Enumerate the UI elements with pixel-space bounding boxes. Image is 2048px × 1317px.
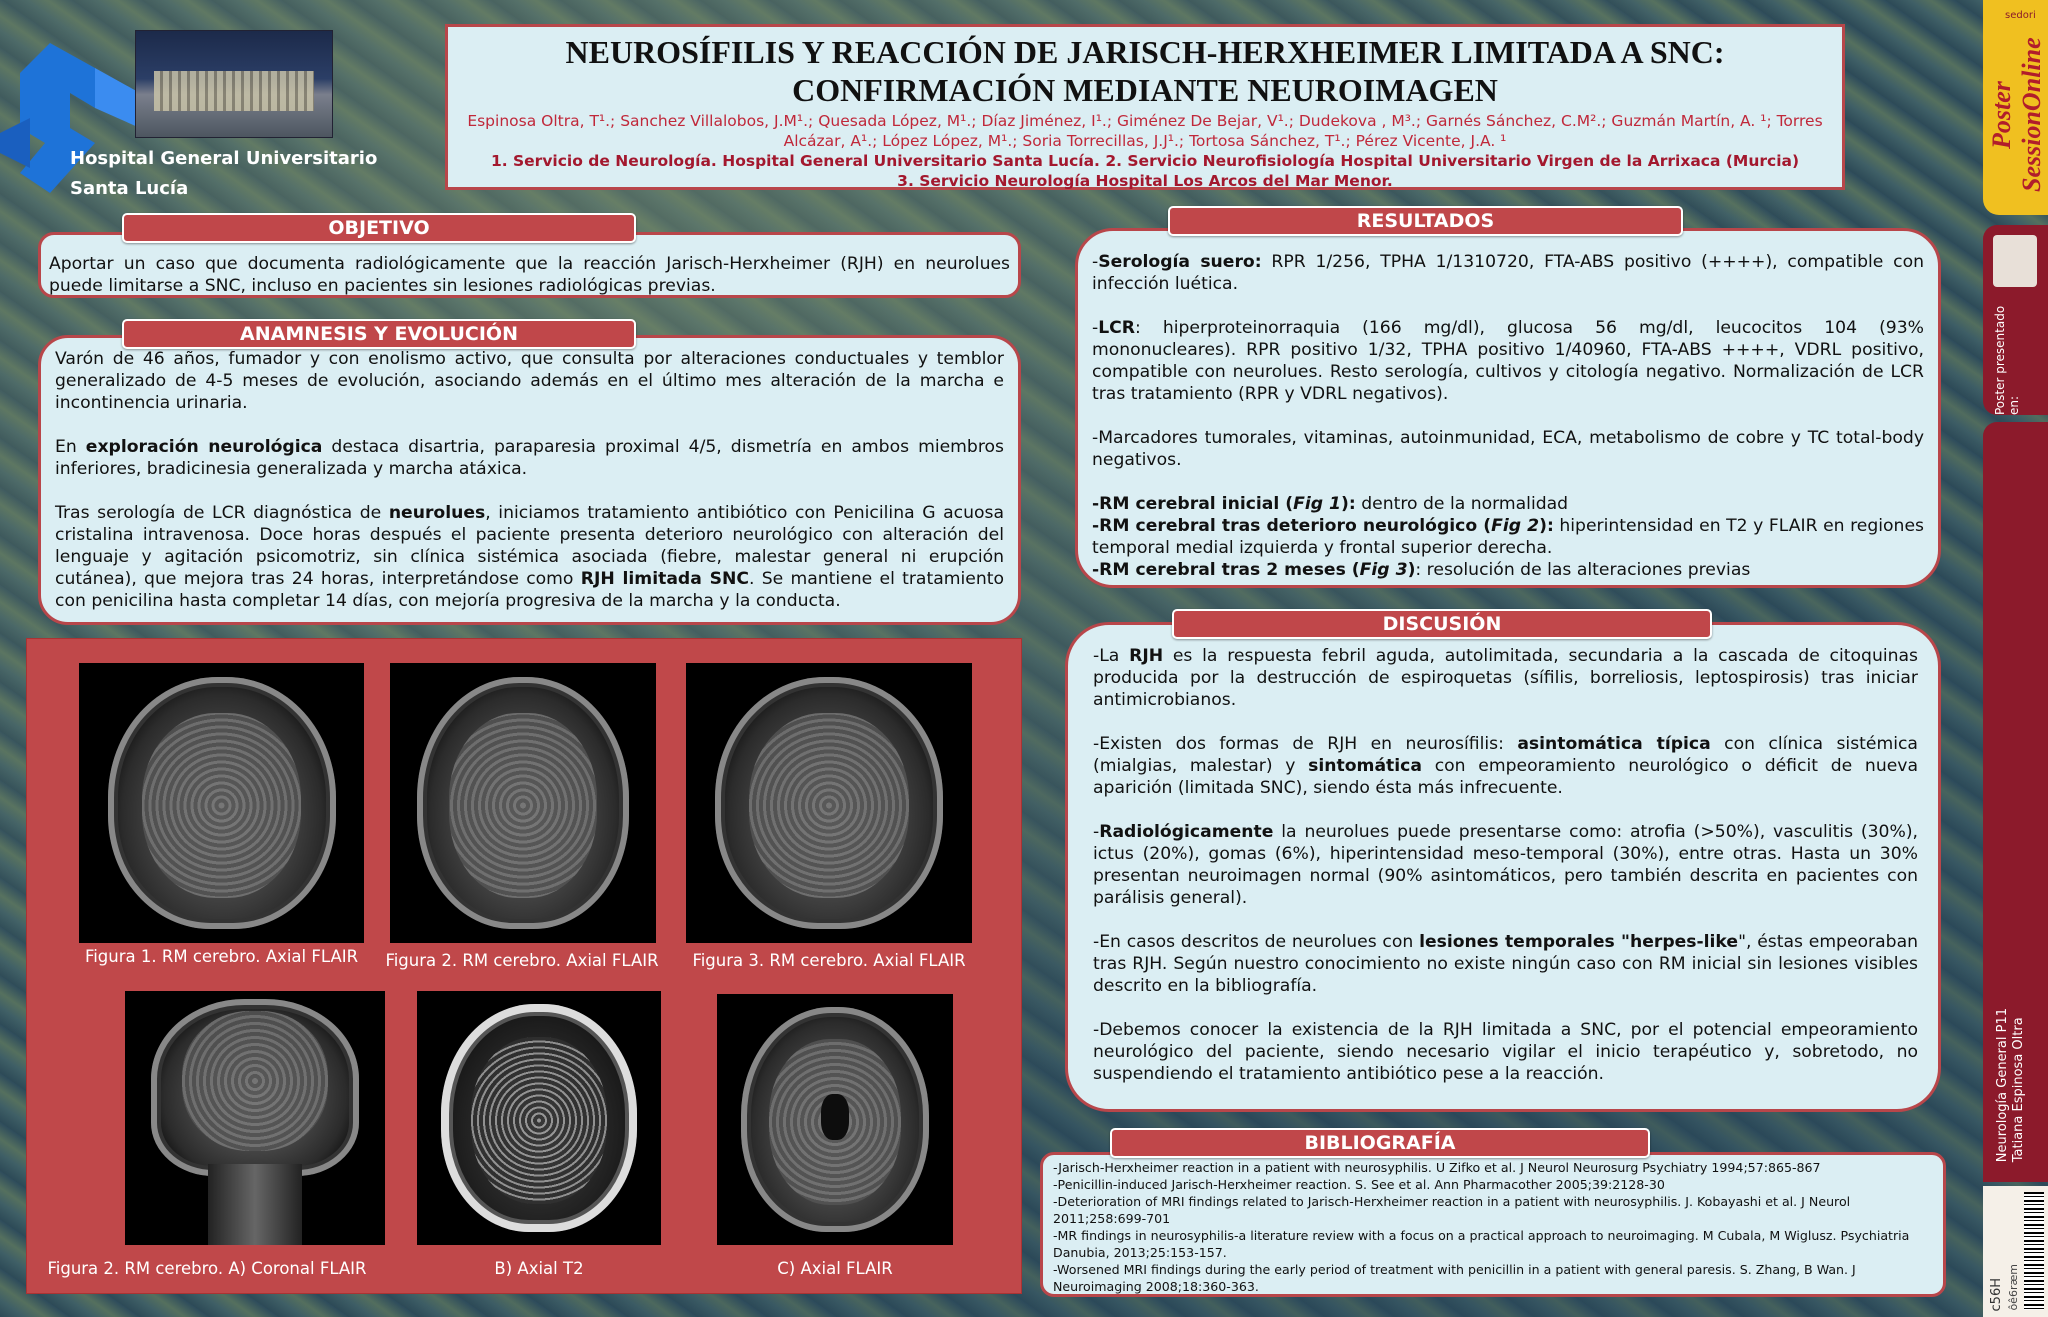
figure-2c-caption: C) Axial FLAIR bbox=[777, 1259, 893, 1278]
sidebar-session bbox=[1983, 422, 2048, 1182]
figures-panel bbox=[26, 638, 1022, 1294]
poster-title bbox=[458, 33, 1832, 109]
anamnesis-p2: En exploración neurológica destaca disartria, paraparesia proximal 4/5, dismetría en ambos miembros inferiores, bradicinesia generalizada y marcha atáxica. bbox=[55, 437, 1004, 479]
bibliografia-panel bbox=[1040, 1152, 1946, 1297]
authors: Espinosa Oltra, T¹.; Sanchez Villalobos, J.M¹.; Quesada López, M¹.; Díaz Jiménez, I¹.; Giménez De Bejar, V¹.; Dudekova , M³.; Garnés Sánchez, C.M².; Guzmán Martín, A. ¹; Torres Alcázar, A¹.; López López, M¹.; Soria Torrecillas, J.J¹.; Tortosa Sánchez, T¹.; Pérez Vicente, J.A. ¹ bbox=[467, 112, 1823, 150]
presented-at: Poster presentado en: bbox=[1993, 305, 2021, 415]
hospital-name-line1: Hospital General Universitario bbox=[70, 148, 378, 169]
title-line1: NEUROSÍFILIS Y REACCIÓN DE JARISCH-HERXHEIMER LIMITADA A SNC: bbox=[565, 34, 1725, 70]
bib-ref: -Jarisch-Herxheimer reaction in a patient with neurosyphilis. U Zifko et al. J Neurol Neurosurg Psychiatry 1994;57:865-867 bbox=[1053, 1160, 1821, 1175]
figure-2-caption: Figura 2. RM cerebro. Axial FLAIR bbox=[385, 951, 659, 970]
hospital-photo bbox=[135, 30, 333, 138]
title-line2: CONFIRMACIÓN MEDIANTE NEUROIMAGEN bbox=[792, 72, 1498, 108]
resultados-lcr: -LCR: hiperproteinorraquia (166 mg/dl), glucosa 56 mg/dl, leucocitos 104 (93% mononucleares). RPR positivo 1/32, TPHA positivo 1/40960, FTA-ABS ++++, VDRL positivo, compatible con neurolues. Resto serología, cultivos y citología negativo. Normalización de LCR tras tratamiento (RPR y VDRL negativos). bbox=[1092, 318, 1924, 404]
hospital-name bbox=[70, 144, 377, 204]
mri-figure-2 bbox=[390, 663, 656, 943]
bib-ref: -MR findings in neurosyphilis-a literature review with a focus on a practical approach to neuroimaging. M Cubala, M Wiglusz. Psychiatria Danubia, 2013;25:153-157. bbox=[1053, 1228, 1910, 1260]
discusion-p2: -Existen dos formas de RJH en neurosífilis: asintomática típica con clínica sistémica (mialgias, malestar) y sintomática con empeoramiento neurológico o déficit de nueva aparición (limitada SNC), siendo ésta más infrecuente. bbox=[1093, 734, 1918, 798]
bibliografia-heading: BIBLIOGRAFÍA bbox=[1110, 1128, 1650, 1158]
barcode-icon bbox=[2024, 1192, 2044, 1310]
brand-small: sedori bbox=[2005, 10, 2036, 21]
discusion-heading: DISCUSIÓN bbox=[1172, 609, 1712, 639]
anamnesis-panel bbox=[38, 335, 1021, 625]
resultados-rm3: -RM cerebral tras 2 meses (Fig 3): resolución de las alteraciones previas bbox=[1092, 560, 1751, 580]
mri-figure-2b-t2 bbox=[417, 991, 661, 1245]
figure-1-caption: Figura 1. RM cerebro. Axial FLAIR bbox=[84, 947, 359, 966]
resultados-heading: RESULTADOS bbox=[1168, 206, 1683, 236]
brand-text: Poster SessionOnline bbox=[1987, 37, 2046, 193]
poster-code: c56H bbox=[1989, 1277, 2004, 1311]
figure-2a-caption: Figura 2. RM cerebro. A) Coronal FLAIR bbox=[47, 1259, 367, 1278]
objetivo-heading: OBJETIVO bbox=[122, 213, 636, 243]
sidebar-code bbox=[1983, 1186, 2048, 1317]
mri-figure-1 bbox=[79, 663, 364, 943]
resultados-rm2: -RM cerebral tras deterioro neurológico (Fig 2): hiperintensidad en T2 y FLAIR en regiones temporal medial izquierda y frontal superior derecha. bbox=[1092, 516, 1924, 558]
mri-figure-2c-flair bbox=[717, 994, 953, 1245]
mri-figure-3 bbox=[686, 663, 972, 943]
discusion-p5: -Debemos conocer la existencia de la RJH limitada a SNC, por el potencial empeoramiento neurológico del paciente, siendo necesario vigilar el inicio terapéutico y, sobretodo, no suspendiendo el tratamiento antibiótico pese a la reacción. bbox=[1093, 1020, 1918, 1084]
poster-code2: ôê6ræm bbox=[2007, 1264, 2020, 1311]
anamnesis-heading: ANAMNESIS Y EVOLUCIÓN bbox=[122, 319, 636, 349]
bib-ref: -Worsened MRI findings during the early period of treatment with penicillin in a patient with general paresis. S. Zhang, B Wan. J Neuroimaging 2008;18:360-363. bbox=[1053, 1262, 1856, 1294]
sidebar-presented bbox=[1983, 225, 2048, 415]
anamnesis-p3: Tras serología de LCR diagnóstica de neurolues, iniciamos tratamiento antibiótico con Penicilina G acuosa cristalina intravenosa. Doce horas después el paciente presenta deterioro neurológico con alteración del lenguaje y agitación psicomotriz, sin clínica sistémica asociada (fiebre, malestar general ni erupción cutánea), que mejora tras 24 horas, interpretándose como RJH limitada SNC. Se mantiene el tratamiento con penicilina hasta completar 14 días, con mejoría progresiva de la marcha y la conducta. bbox=[55, 503, 1005, 611]
affiliation-line2: 3. Servicio Neurología Hospital Los Arcos del Mar Menor. bbox=[897, 172, 1393, 190]
resultados-rm1: -RM cerebral inicial (Fig 1): dentro de la normalidad bbox=[1092, 494, 1569, 514]
affiliation-line1: 1. Servicio de Neurología. Hospital General Universitario Santa Lucía. 2. Servicio Neurofisiología Hospital Universitario Virgen de la Arrixaca (Murcia) bbox=[490, 152, 1800, 170]
resultados-panel bbox=[1075, 228, 1941, 588]
session-author: Tatiana Espinosa Oltra bbox=[2011, 1017, 2026, 1162]
bib-ref: -Penicillin-induced Jarisch-Herxheimer reaction. S. See et al. Ann Pharmacother 2005;39:2128-30 bbox=[1053, 1177, 1665, 1192]
bib-ref: -Deterioration of MRI findings related to Jarisch-Herxheimer reaction in a patient with neurosyphilis. J. Kobayashi et al. J Neurol 2011;258:699-701 bbox=[1053, 1194, 1851, 1226]
session-label: Neurología General P11 bbox=[1995, 1007, 2010, 1162]
discusion-p4: -En casos descritos de neurolues con lesiones temporales "herpes-like", éstas empeoraban tras RJH. Según nuestro conocimiento no existe ningún caso con RM inicial sin lesiones visibles descrito en la bibliografía. bbox=[1093, 932, 1918, 996]
session-info bbox=[1995, 1008, 2027, 1162]
discusion-panel bbox=[1065, 622, 1941, 1112]
anamnesis-p1: Varón de 46 años, fumador y con enolismo activo, que consulta por alteraciones conductuales y temblor generalizado de 4-5 meses de evolución, asociando además en el último mes alteración de la marcha e incontinencia urinaria. bbox=[55, 349, 1004, 413]
poster-session-brand bbox=[1983, 0, 2048, 215]
discusion-p1: -La RJH es la respuesta febril aguda, autolimitada, secundaria a la cascada de citoquinas producida por la destrucción de espiroquetas (sífilis, borreliosis, leptospirosis) tras iniciar antimicrobianos. bbox=[1093, 646, 1918, 710]
hospital-name-line2: Santa Lucía bbox=[70, 178, 189, 199]
figure-2b-caption: B) Axial T2 bbox=[494, 1259, 584, 1278]
discusion-p3: -Radiológicamente la neurolues puede presentarse como: atrofia (>50%), vasculitis (30%), ictus (20%), gomas (6%), hiperintensidad meso-temporal (30%), entre otras. Hasta un 30% presentan neuroimagen normal (90% asintomáticos, pero también descrita en pacientes con parálisis general). bbox=[1093, 822, 1918, 908]
society-emblem-icon bbox=[1993, 235, 2037, 287]
objetivo-text: Aportar un caso que documenta radiológicamente que la reacción Jarisch-Herxheimer (RJH) en neurolues puede limitarse a SNC, incluso en pacientes sin lesiones radiológicas previas. bbox=[49, 254, 1010, 296]
figure-3-caption: Figura 3. RM cerebro. Axial FLAIR bbox=[692, 951, 966, 970]
mri-figure-2a-coronal bbox=[125, 991, 385, 1245]
resultados-marcadores: -Marcadores tumorales, vitaminas, autoinmunidad, ECA, metabolismo de cobre y TC total-body negativos. bbox=[1092, 428, 1924, 470]
poster-header bbox=[445, 24, 1845, 190]
resultados-serologia: -Serología suero: RPR 1/256, TPHA 1/1310720, FTA-ABS positivo (++++), compatible con infección luética. bbox=[1092, 252, 1924, 294]
